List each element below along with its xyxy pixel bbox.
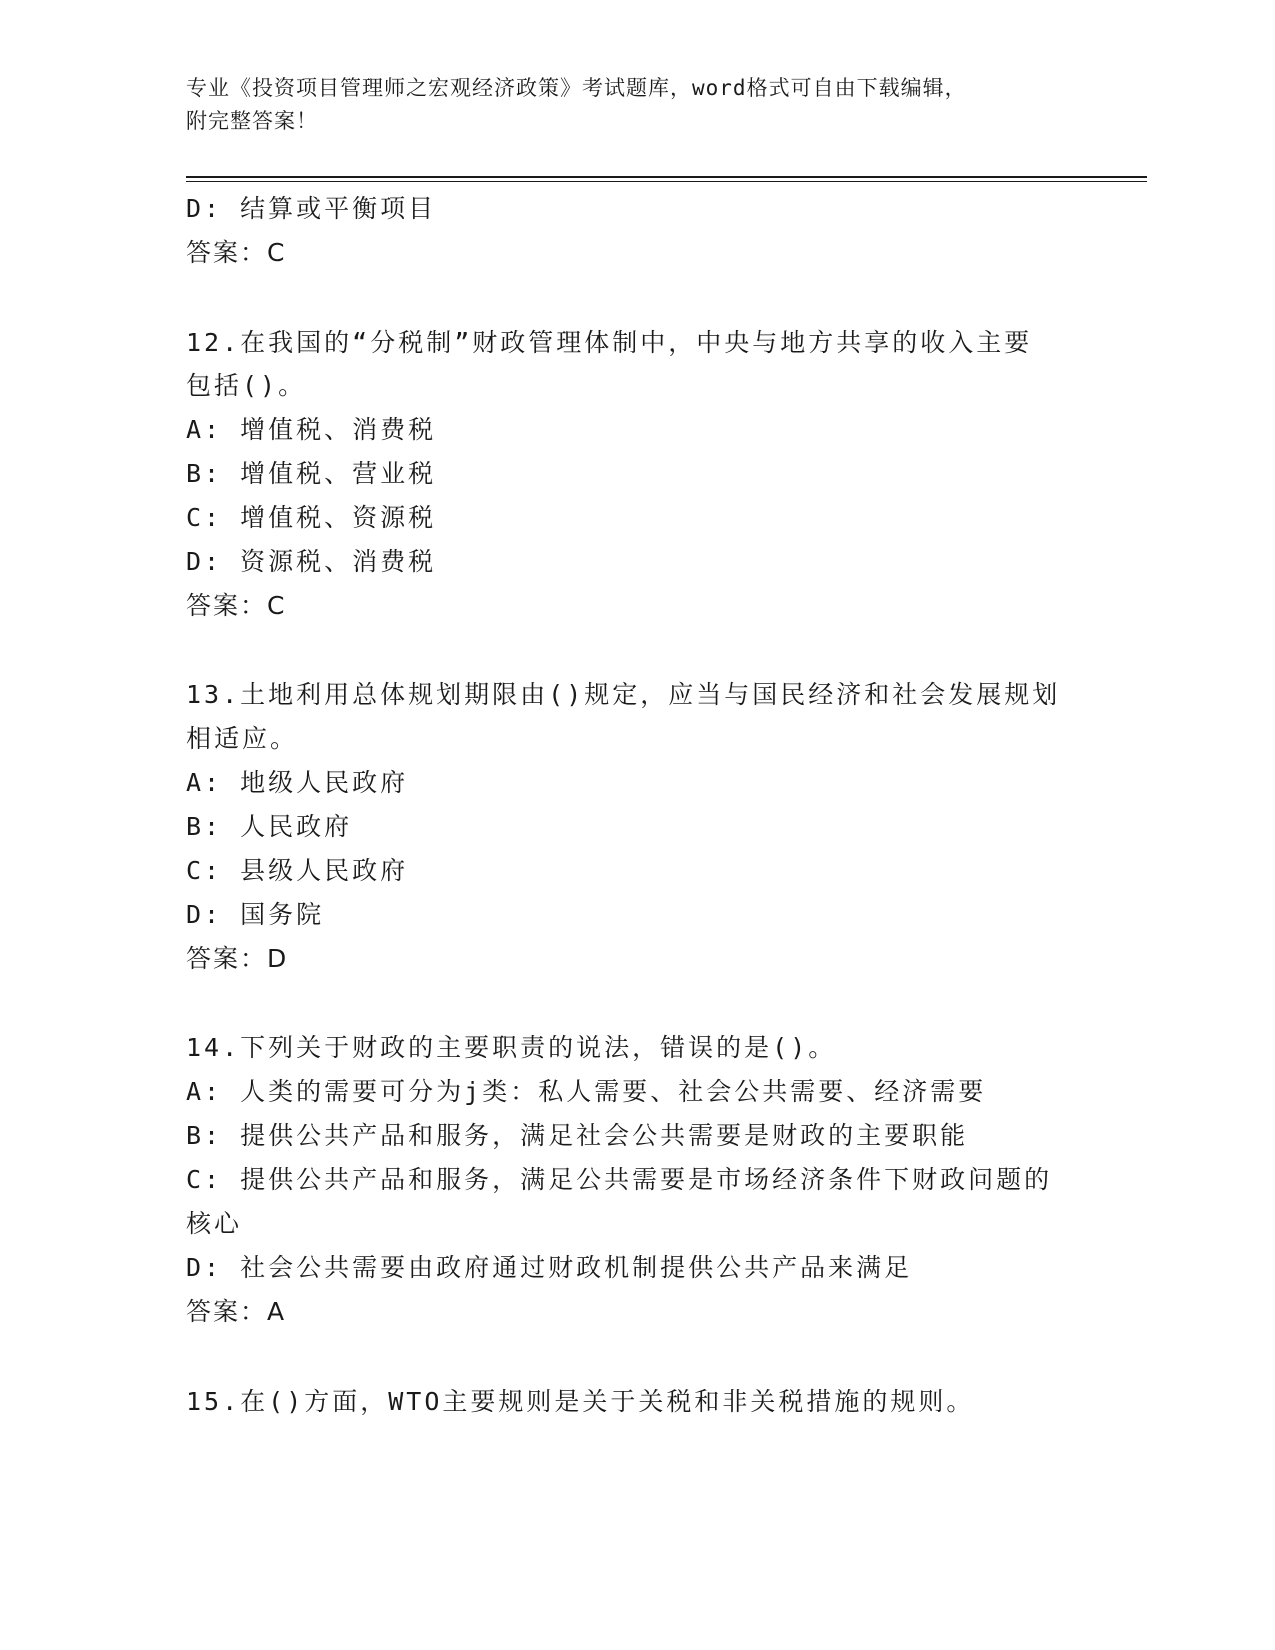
header-line-1: 专业《投资项目管理师之宏观经济政策》考试题库，word格式可自由下载编辑， <box>186 76 967 100</box>
q13-option-d: D: 国务院 <box>186 900 325 929</box>
q13-option-a: A: 地级人民政府 <box>186 768 409 797</box>
q13-option-b: B: 人民政府 <box>186 812 353 841</box>
prev-answer: 答案：C <box>186 238 287 267</box>
q14-stem-line-1: 14.下列关于财政的主要职责的说法，错误的是()。 <box>186 1033 837 1062</box>
q12-option-a: A: 增值税、消费税 <box>186 415 437 444</box>
q12-answer: 答案：C <box>186 591 287 620</box>
q13-stem-line-1: 13.土地利用总体规划期限由()规定，应当与国民经济和社会发展规划 <box>186 680 1061 709</box>
q14-answer: 答案：A <box>186 1297 287 1326</box>
q12-option-b: B: 增值税、营业税 <box>186 459 437 488</box>
prev-option-d: D: 结算或平衡项目 <box>186 194 437 223</box>
header-line-2: 附完整答案！ <box>186 109 318 133</box>
q15-stem-line-1: 15.在()方面，WTO主要规则是关于关税和非关税措施的规则。 <box>186 1387 975 1416</box>
q14-option-c-line-1: C: 提供公共产品和服务，满足公共需要是市场经济条件下财政问题的 <box>186 1165 1053 1194</box>
document-header <box>186 72 1086 138</box>
q13-stem-line-2: 相适应。 <box>186 724 299 753</box>
q14-option-c-line-2: 核心 <box>186 1209 243 1238</box>
q12-stem-line-2: 包括()。 <box>186 371 307 400</box>
header-rule-thick <box>186 176 1147 178</box>
header-rule-thin <box>186 181 1147 182</box>
q14-option-b: B: 提供公共产品和服务，满足社会公共需要是财政的主要职能 <box>186 1121 969 1150</box>
q12-option-c: C: 增值税、资源税 <box>186 503 437 532</box>
q13-answer: 答案：D <box>186 944 289 973</box>
q13-option-c: C: 县级人民政府 <box>186 856 409 885</box>
q12-stem-line-1: 12.在我国的“分税制”财政管理体制中，中央与地方共享的收入主要 <box>186 328 1033 357</box>
q12-option-d: D: 资源税、消费税 <box>186 547 437 576</box>
q14-option-a: A: 人类的需要可分为j类：私人需要、社会公共需要、经济需要 <box>186 1077 987 1106</box>
q14-option-d: D: 社会公共需要由政府通过财政机制提供公共产品来满足 <box>186 1253 913 1282</box>
